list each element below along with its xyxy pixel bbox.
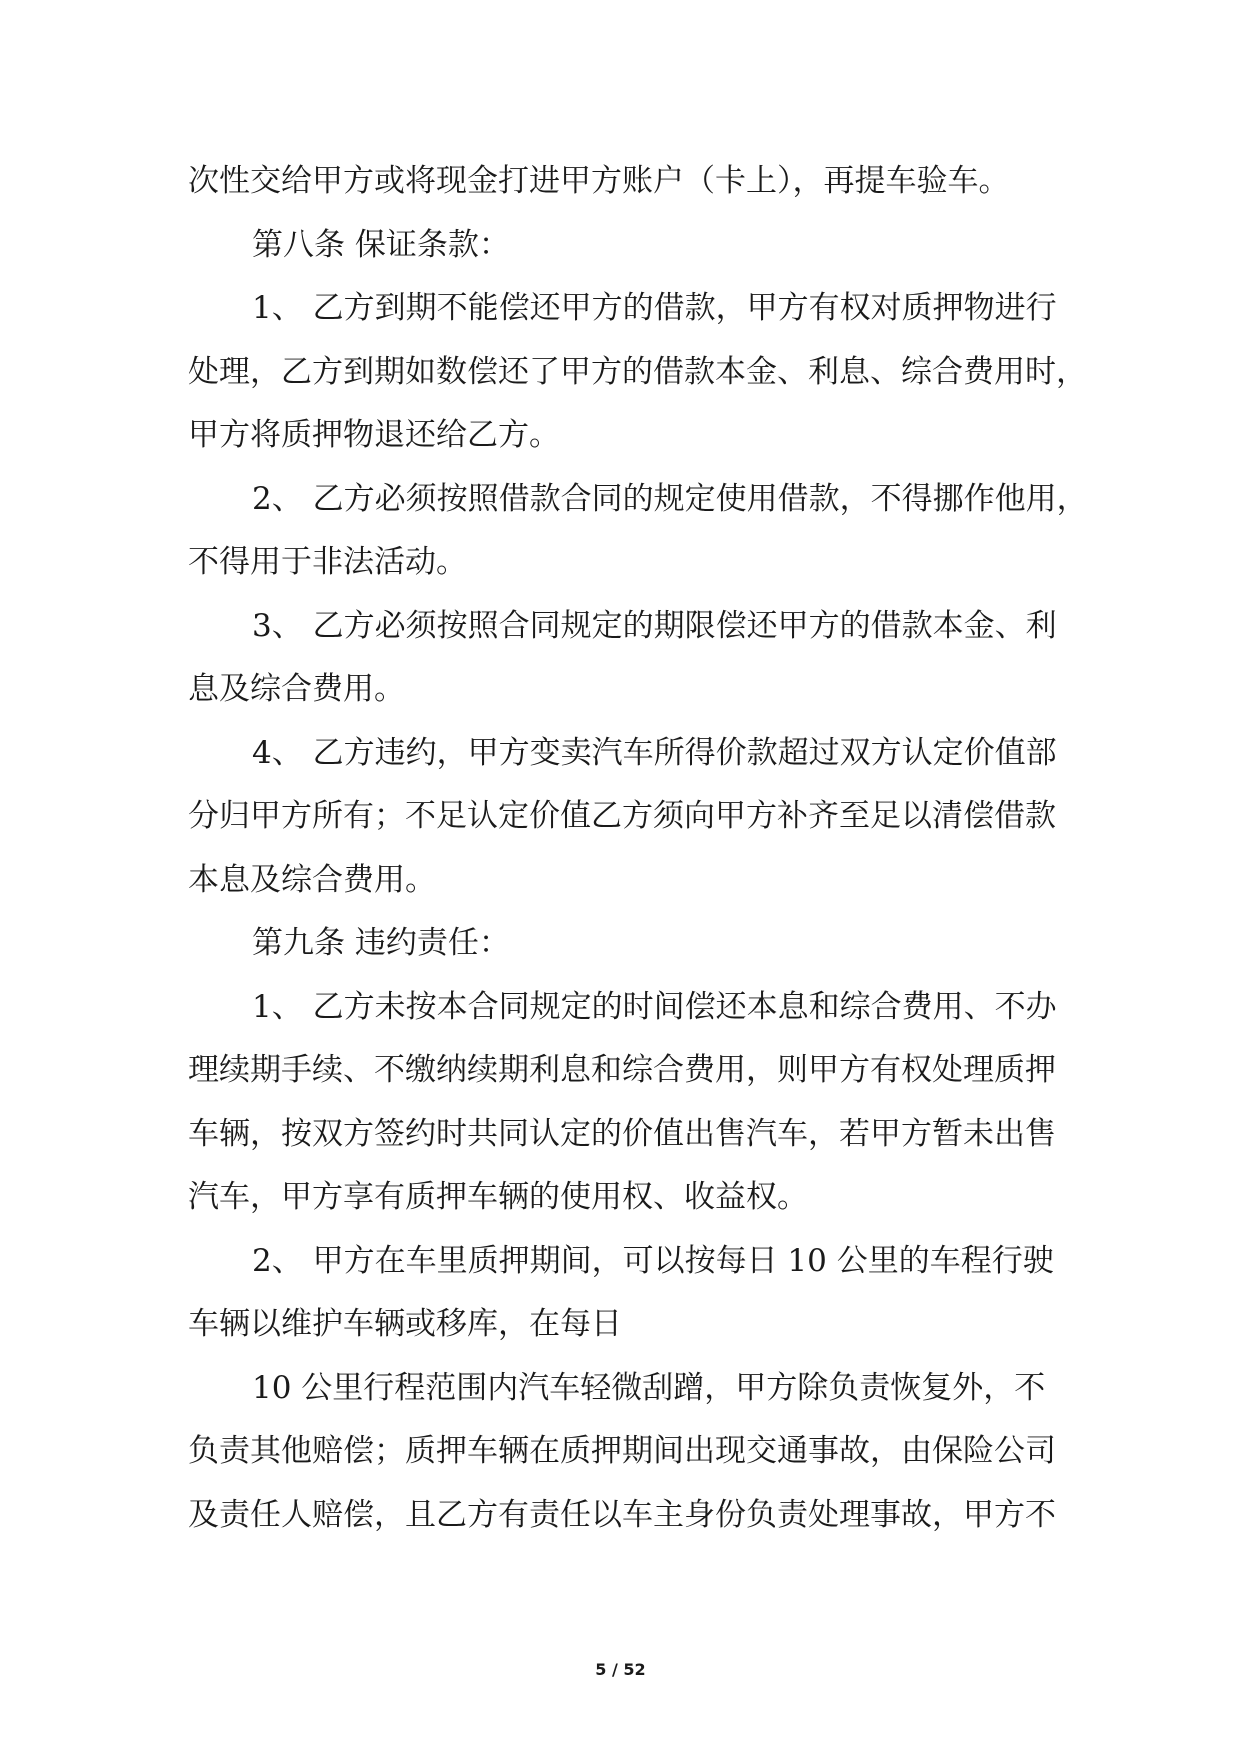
- text-line: 息及综合费用。: [188, 671, 405, 707]
- text-line: 负责其他赔偿；质押车辆在质押期间出现交通事故，由保险公司: [188, 1433, 1056, 1469]
- text-line: 本息及综合费用。: [188, 861, 436, 898]
- text-line: 2、 甲方在车里质押期间，可以按每日 10 公里的车程行驶: [252, 1242, 1054, 1279]
- article-heading: 第八条 保证条款：: [252, 226, 510, 263]
- text-line: 不得用于非法活动。: [188, 544, 467, 580]
- text-line: 4、 乙方违约，甲方变卖汽车所得价款超过双方认定价值部: [252, 734, 1057, 771]
- text-line: 10 公里行程范围内汽车轻微刮蹭，甲方除负责恢复外，不: [252, 1369, 1046, 1406]
- document-body: [188, 150, 1088, 1547]
- text-line: 及责任人赔偿，且乙方有责任以车主身份负责处理事故，甲方不: [188, 1496, 1056, 1533]
- text-line: 甲方将质押物退还给乙方。: [188, 417, 560, 453]
- text-line: 3、 乙方必须按照合同规定的期限偿还甲方的借款本金、利: [252, 607, 1057, 644]
- text-line: 处理，乙方到期如数偿还了甲方的借款本金、利息、综合费用时，: [188, 353, 1087, 390]
- text-line: 2、 乙方必须按照借款合同的规定使用借款，不得挪作他用，: [252, 480, 1088, 517]
- page-number: 5 / 52: [595, 1660, 646, 1679]
- text-line: 1、 乙方到期不能偿还甲方的借款，甲方有权对质押物进行: [252, 290, 1057, 326]
- text-line: 汽车，甲方享有质押车辆的使用权、收益权。: [188, 1179, 808, 1215]
- text-line: 1、 乙方未按本合同规定的时间偿还本息和综合费用、不办: [252, 988, 1057, 1025]
- text-line: 车辆以维护车辆或移库，在每日: [188, 1306, 622, 1342]
- article-heading: 第九条 违约责任：: [252, 925, 510, 961]
- text-line: 车辆，按双方签约时共同认定的价值出售汽车，若甲方暂未出售: [188, 1115, 1056, 1152]
- text-line: 分归甲方所有；不足认定价值乙方须向甲方补齐至足以清偿借款: [188, 798, 1056, 834]
- text-line: 理续期手续、不缴纳续期利息和综合费用，则甲方有权处理质押: [188, 1052, 1056, 1088]
- text-line: 次性交给甲方或将现金打进甲方账户（卡上），再提车验车。: [188, 163, 1010, 199]
